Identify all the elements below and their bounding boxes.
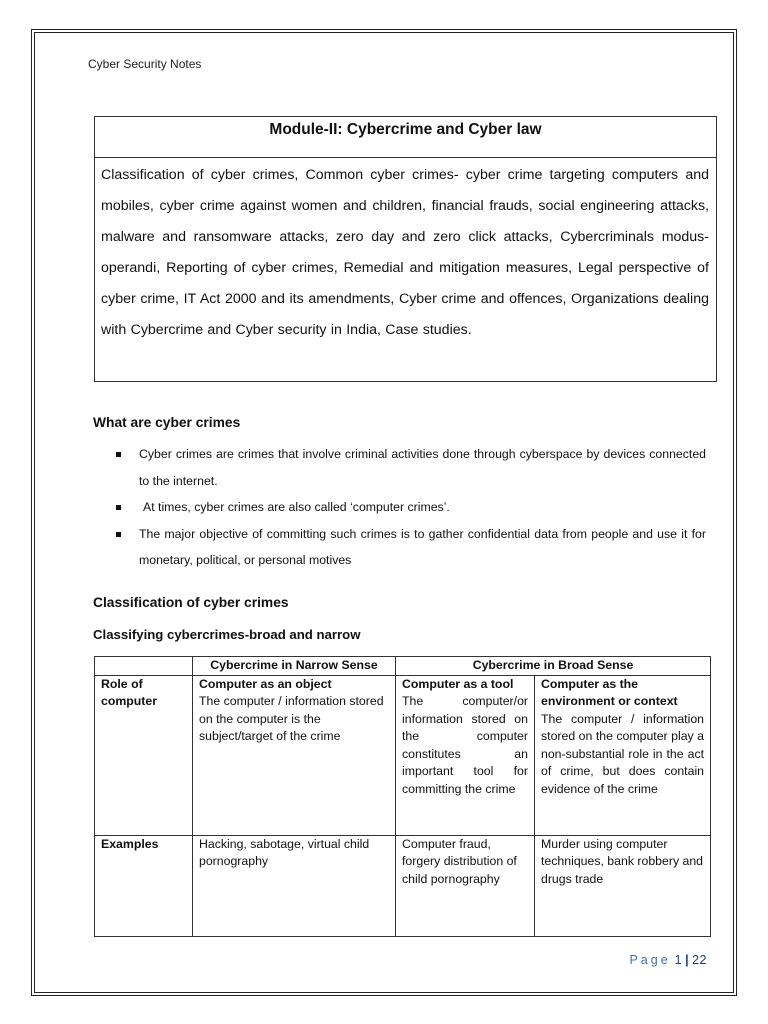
- cell-narrow-role: [193, 675, 396, 835]
- module-box: [94, 116, 717, 382]
- table-header-empty: [95, 657, 193, 676]
- table-header-row: [95, 657, 711, 676]
- page-number: [629, 953, 707, 967]
- bullet-square-icon: [116, 532, 121, 537]
- table-header-narrow: Cybercrime in Narrow Sense: [193, 657, 396, 676]
- heading-what-are-cyber-crimes: What are cyber crimes: [93, 415, 241, 430]
- list-item: The major objective of committing such crimes is to gather confidential data from people and use it for monetary, political, or personal motives: [116, 521, 706, 574]
- cell-title: Computer as a tool: [402, 676, 514, 691]
- classification-table: [94, 656, 711, 937]
- subheading-broad-narrow: Classifying cybercrimes-broad and narrow: [93, 627, 361, 642]
- cell-env-role: [535, 675, 711, 835]
- cell-text: The computer/or information stored on the computer constitutes an important tool for committing the crime: [402, 694, 528, 796]
- module-title: Module-II: Cybercrime and Cyber law: [95, 117, 716, 158]
- list-item: Cyber crimes are crimes that involve criminal activities done through cyberspace by devices connected to the internet.: [116, 441, 706, 494]
- bullet-square-icon: [116, 452, 121, 457]
- cell-text: The computer / information stored on the computer play a non-substantial role in the act of crime, but does contain evidence of the crime: [541, 711, 705, 796]
- table-row: [95, 835, 711, 936]
- page-separator: |: [685, 953, 690, 967]
- module-syllabus: Classification of cyber crimes, Common cyber crimes- cyber crime targeting computers and mobiles, cyber crime against women and children, financial frauds, social engineering attacks, malware and ransomware attacks, zero day and zero click attacks, Cybercriminals modus-operandi, Reporting of cyber crimes, Remedial and mitigation measures, Legal perspective of cyber crime, IT Act 2000 and its amendments, Cyber crime and offences, Organizations dealing with Cybercrime and Cyber security in India, Case studies.: [101, 167, 709, 338]
- page-label: Page: [629, 953, 671, 967]
- cell-tool-examples: Computer fraud, forgery distribution of child pornography: [396, 835, 535, 936]
- table-row: [95, 675, 711, 835]
- bullet-list: [116, 441, 706, 574]
- cell-text: The computer / information stored on the computer is the subject/target of the crime: [199, 694, 384, 743]
- cell-tool-role: [396, 675, 535, 835]
- cell-title: Computer as the environment or context: [541, 676, 678, 708]
- table-header-broad: Cybercrime in Broad Sense: [396, 657, 711, 676]
- row-label-examples: Examples: [95, 835, 193, 936]
- cell-env-examples: Murder using computer techniques, bank robbery and drugs trade: [535, 835, 711, 936]
- running-header: Cyber Security Notes: [88, 57, 202, 71]
- list-item: At times, cyber crimes are also called ‘computer crimes’.: [116, 494, 706, 521]
- bullet-square-icon: [116, 505, 121, 510]
- row-label-role: Role of computer: [95, 675, 193, 835]
- page-total: 22: [692, 953, 707, 967]
- cell-narrow-examples: Hacking, sabotage, virtual child pornography: [193, 835, 396, 936]
- cell-title: Computer as an object: [199, 676, 332, 691]
- page-current: 1: [674, 953, 683, 967]
- heading-classification: Classification of cyber crimes: [93, 595, 289, 610]
